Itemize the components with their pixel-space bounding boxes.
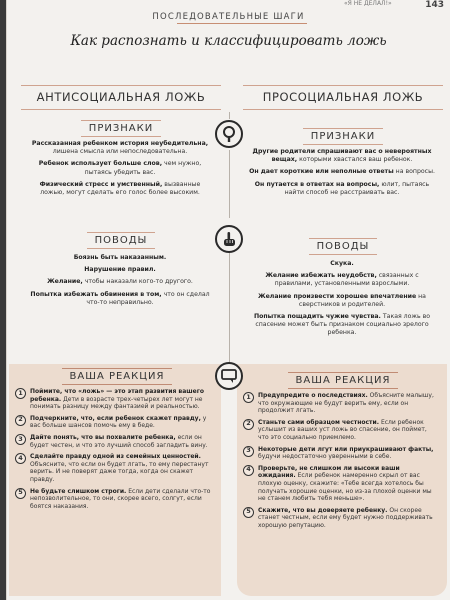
- step-text: [30, 388, 211, 411]
- item-text: чем нужно, пытаясь убедить вас.: [84, 160, 202, 176]
- list-item: [27, 160, 213, 176]
- item-text: чтобы наказали кого-то другого.: [82, 278, 193, 286]
- step-lead: Сделайте правду одной из семейных ценностей.: [30, 453, 201, 461]
- step-item: [15, 488, 211, 511]
- list-item: [27, 140, 213, 156]
- item-lead: Боязнь быть наказанным.: [73, 254, 167, 261]
- item-lead: Попытка избежать обвинения в том,: [30, 290, 162, 298]
- list-item: [249, 148, 435, 164]
- step-body: у вас больше шансов помочь ему в беде.: [30, 414, 207, 430]
- step-number: 2: [15, 415, 26, 426]
- page-number: 143: [425, 0, 444, 10]
- series-underline: [177, 23, 307, 24]
- step-number: 3: [15, 434, 26, 445]
- step-item: [243, 446, 439, 461]
- reasons-heading-left: ПОВОДЫ: [21, 232, 221, 249]
- step-number: 1: [15, 388, 26, 399]
- step-text: [258, 507, 439, 530]
- divider: [229, 112, 230, 119]
- step-item: [15, 415, 211, 430]
- step-body: Если ребенок намеренно скрыл от вас плохую оценку, скажите: «Тебе всегда хотелось бы получать хорошие оценки, но из-за плохой оценки мы не станем любить тебя меньше».: [258, 472, 432, 503]
- list-item: [27, 181, 213, 197]
- item-text: на сверстников и родителей.: [298, 292, 426, 308]
- signs-heading-right: ПРИЗНАКИ: [243, 128, 443, 145]
- item-lead: Он путается в ответах на вопросы,: [254, 180, 380, 188]
- item-lead: Скука.: [330, 260, 354, 267]
- page-title: Как распознать и классифицировать ложь: [70, 33, 387, 49]
- reaction-steps-left: [15, 388, 211, 514]
- list-item: [249, 293, 435, 309]
- step-item: [15, 388, 211, 411]
- step-lead: Проверьте, не слишком ли высоки ваши ожидания.: [258, 464, 400, 480]
- item-lead: Физический стресс и умственный,: [39, 180, 163, 188]
- step-lead: Дайте понять, что вы похвалите ребенка,: [30, 433, 176, 441]
- step-number: 5: [15, 488, 26, 499]
- signs-list-left: [27, 140, 213, 201]
- item-lead: Нарушение правил.: [84, 266, 156, 274]
- magnifier-icon: [215, 120, 243, 148]
- item-lead: Попытка пощадить чужие чувства.: [253, 313, 381, 321]
- step-number: 5: [243, 507, 254, 518]
- step-number: 3: [243, 446, 254, 457]
- list-item: [249, 181, 435, 197]
- step-lead: Некоторые дети лгут или приукрашивают факты,: [258, 445, 434, 453]
- antisocial-heading: АНТИСОЦИАЛЬНАЯ ЛОЖЬ: [21, 85, 221, 110]
- step-text: [258, 465, 439, 503]
- item-text: которыми хвастался ваш ребенок.: [297, 156, 413, 164]
- step-lead: Не будьте слишком строги.: [30, 487, 127, 495]
- list-item: [27, 291, 213, 307]
- item-text: что он сделал что-то неправильно.: [86, 290, 210, 306]
- list-item: [249, 313, 435, 338]
- speech-bubble-icon: [215, 362, 243, 390]
- step-item: [243, 392, 439, 415]
- reasons-heading-right: ПОВОДЫ: [243, 238, 443, 255]
- reaction-steps-right: [243, 392, 439, 534]
- step-number: 4: [243, 465, 254, 476]
- list-item: [27, 266, 213, 274]
- divider: [229, 150, 230, 218]
- step-lead: Скажите, что вы доверяете ребенку.: [258, 506, 388, 514]
- reaction-heading-right: ВАША РЕАКЦИЯ: [243, 372, 443, 389]
- step-item: [243, 507, 439, 530]
- step-text: [30, 415, 211, 430]
- step-item: [15, 453, 211, 483]
- step-text: [30, 453, 211, 483]
- step-body: если он будет честен, и что это лучший способ загладить вину.: [30, 433, 208, 449]
- reasons-list-right: [249, 260, 435, 342]
- step-item: [243, 419, 439, 442]
- step-body: Если ребенок услышит из ваших уст ложь во спасение, он поймет, что это социально приемлемо.: [258, 418, 427, 441]
- step-lead: Поймите, что «ложь» — это этап развития вашего ребенка.: [30, 388, 204, 403]
- step-body: Объясните, что если он будет лгать, то ему перестанут верить. И не поверят даже тогда, когда он скажет правду.: [30, 460, 209, 483]
- signs-list-right: [249, 148, 435, 201]
- step-text: [258, 446, 439, 461]
- step-body: будучи недостаточно уверенными в себе.: [258, 453, 392, 461]
- item-lead: Ребенок использует больше слов,: [38, 160, 163, 168]
- step-body: Если дети сделали что-то непозволительное, то они, скорее всего, солгут, если боятся наказания.: [30, 487, 211, 510]
- step-text: [258, 392, 439, 415]
- step-number: 4: [15, 453, 26, 464]
- list-item: [27, 278, 213, 286]
- step-item: [15, 434, 211, 449]
- list-item: [27, 254, 213, 262]
- item-lead: Рассказанная ребенком история неубедительна,: [31, 140, 209, 147]
- list-item: [249, 168, 435, 176]
- step-text: [30, 488, 211, 511]
- step-item: [243, 465, 439, 503]
- step-lead: Станьте сами образцом честности.: [258, 418, 380, 426]
- step-body: Дети в возрасте трех-четырех лет могут не понимать разницу между фантазией и реальностью.: [30, 395, 203, 411]
- reasons-list-left: [27, 254, 213, 311]
- list-item: [249, 272, 435, 288]
- item-lead: Желание избежать неудобств,: [265, 272, 377, 280]
- item-text: на вопросы.: [393, 168, 435, 176]
- item-text: юлит, пытаясь найти способ не расстраивать вас.: [284, 180, 430, 196]
- step-text: [258, 419, 439, 442]
- series-label: ПОСЛЕДОВАТЕЛЬНЫЕ ШАГИ: [152, 12, 305, 22]
- running-title: «Я НЕ ДЕЛАЛ!»: [344, 0, 392, 7]
- item-text: Такая ложь во спасение может быть признаком социально зрелого ребенка.: [255, 313, 431, 337]
- item-lead: Он дает короткие или неполные ответы: [249, 168, 394, 176]
- reaction-heading-left: ВАША РЕАКЦИЯ: [17, 368, 217, 385]
- step-lead: Подчеркните, что, если ребенок скажет правду,: [30, 414, 201, 422]
- item-lead: Желание произвести хорошее впечатление: [258, 292, 417, 300]
- book-page: [6, 0, 450, 600]
- list-item: [249, 260, 435, 268]
- step-number: 1: [243, 392, 254, 403]
- item-text: вызванные ложью, могут сделать его голос более высоким.: [40, 180, 201, 197]
- signs-heading-left: ПРИЗНАКИ: [21, 120, 221, 137]
- step-body: Он скорее станет честным, если ему будет нужно поддерживать хорошую репутацию.: [258, 506, 433, 529]
- step-lead: Предупредите о последствиях.: [258, 392, 368, 399]
- prosocial-heading: ПРОСОЦИАЛЬНАЯ ЛОЖЬ: [243, 85, 443, 110]
- item-lead: Другие родители спрашивают вас о невероятных вещах,: [252, 148, 432, 164]
- step-text: [30, 434, 211, 449]
- item-text: лишена смысла или непоследовательна.: [52, 148, 188, 156]
- step-number: 2: [243, 419, 254, 430]
- divider: [229, 252, 230, 364]
- item-text: связанных с правилами, установленными взрослыми.: [274, 272, 419, 288]
- pointing-hand-icon: [215, 225, 243, 253]
- step-body: Объясните малышу, что окружающие не будут верить ему, если он продолжит лгать.: [258, 392, 434, 415]
- item-lead: Желание,: [47, 278, 83, 286]
